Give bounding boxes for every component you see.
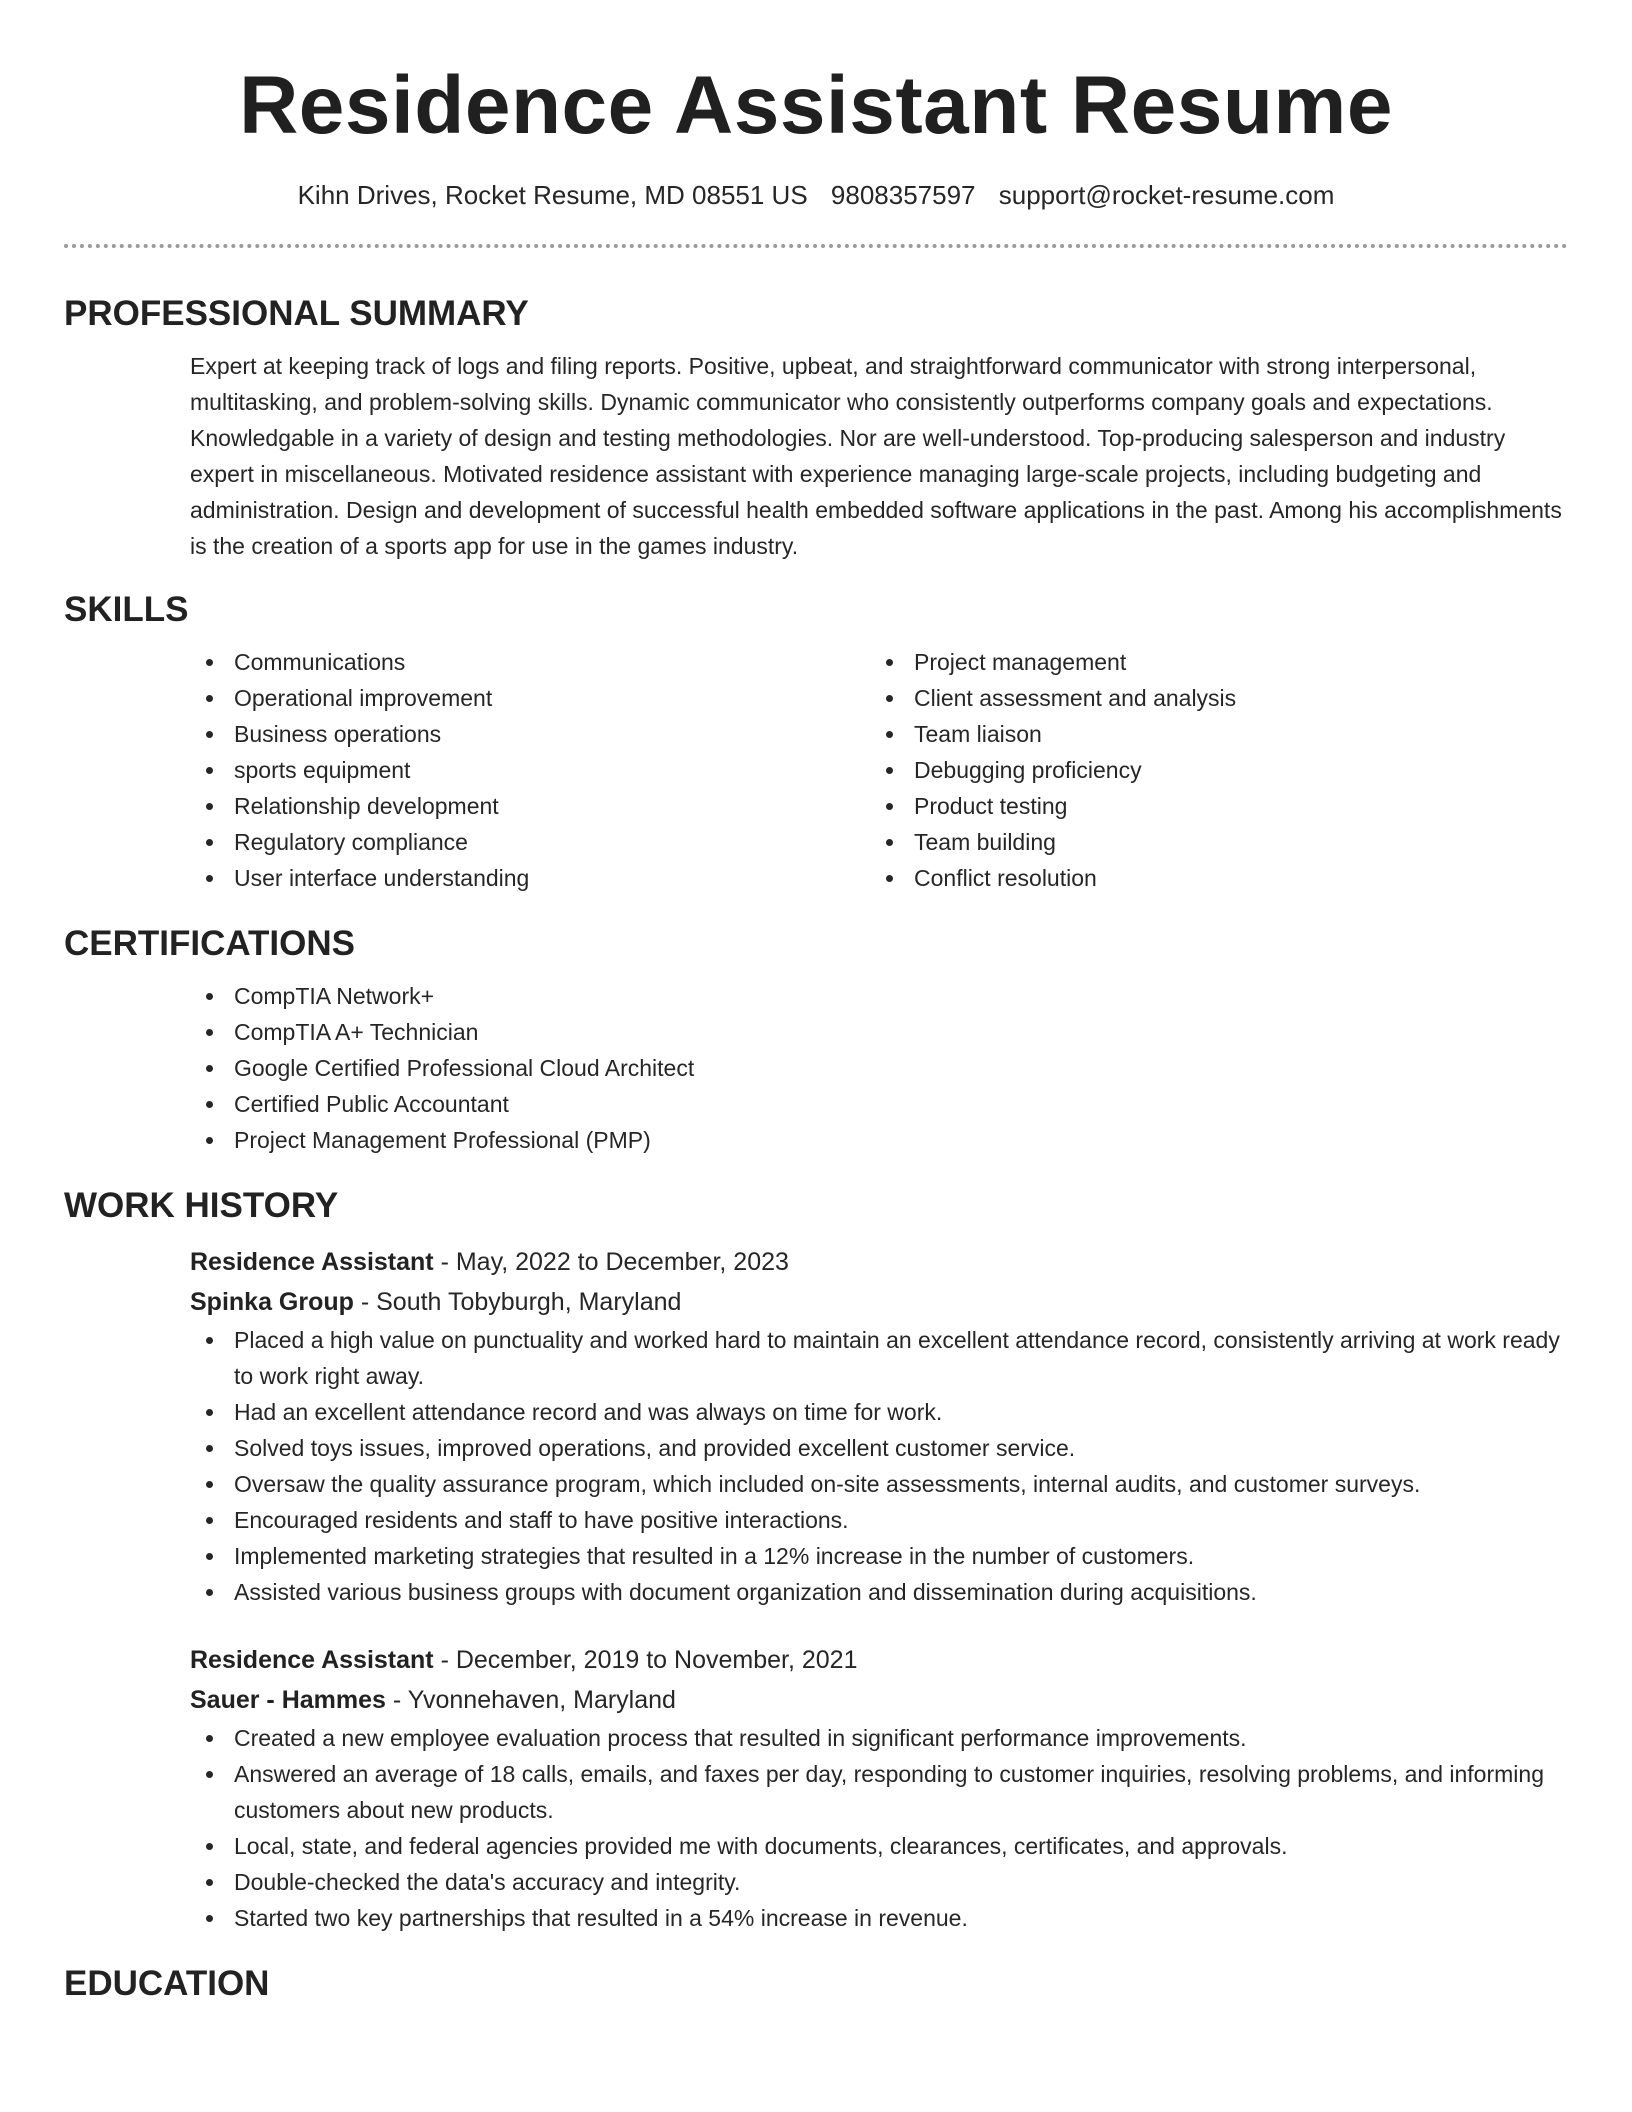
job-bullets	[190, 1720, 1568, 1936]
job-title: Residence Assistant	[190, 1248, 434, 1276]
job-location: - Yvonnehaven, Maryland	[385, 1686, 676, 1714]
job-bullet: Placed a high value on punctuality and worked hard to maintain an excellent attendance record, consistently arriving at work ready to work right away.	[190, 1322, 1568, 1394]
certifications-section	[64, 922, 1568, 1158]
summary-section	[64, 292, 1568, 564]
job-bullet: Answered an average of 18 calls, emails, and faxes per day, responding to customer inquiries, resolving problems, and informing customers about new products.	[190, 1756, 1568, 1828]
job-title-line	[190, 1242, 1568, 1282]
certification-item: Project Management Professional (PMP)	[190, 1122, 1568, 1158]
skills-column-left	[190, 644, 870, 896]
education-heading: EDUCATION	[64, 1964, 270, 2003]
skill-item: Conflict resolution	[870, 860, 1550, 896]
summary-heading: PROFESSIONAL SUMMARY	[64, 294, 529, 333]
job-bullets	[190, 1322, 1568, 1610]
contact-email: support@rocket-resume.com	[998, 180, 1335, 210]
skill-item: Operational improvement	[190, 680, 870, 716]
job-company: Sauer - Hammes	[190, 1686, 386, 1714]
job-bullet: Oversaw the quality assurance program, which included on-site assessments, internal audits, and customer surveys.	[190, 1466, 1568, 1502]
certifications-heading: CERTIFICATIONS	[64, 924, 356, 963]
certification-item: Google Certified Professional Cloud Architect	[190, 1050, 1568, 1086]
job-bullet: Created a new employee evaluation process that resulted in significant performance improvements.	[190, 1720, 1568, 1756]
job-bullet: Local, state, and federal agencies provided me with documents, clearances, certificates, and approvals.	[190, 1828, 1568, 1864]
skills-grid	[190, 644, 1568, 896]
certifications-list	[190, 978, 1568, 1158]
education-section	[64, 1962, 1568, 2006]
resume-title: Residence Assistant Resume	[239, 60, 1393, 151]
job-location: - South Tobyburgh, Maryland	[353, 1288, 682, 1316]
skill-item: Regulatory compliance	[190, 824, 870, 860]
certification-item: CompTIA A+ Technician	[190, 1014, 1568, 1050]
skill-item: Product testing	[870, 788, 1550, 824]
contact-address: Kihn Drives, Rocket Resume, MD 08551 US	[297, 180, 808, 210]
skill-item: Team liaison	[870, 716, 1550, 752]
skill-item: Business operations	[190, 716, 870, 752]
job-bullet: Started two key partnerships that resulted in a 54% increase in revenue.	[190, 1900, 1568, 1936]
job-dates: - May, 2022 to December, 2023	[433, 1248, 789, 1276]
job-bullet: Double-checked the data's accuracy and integrity.	[190, 1864, 1568, 1900]
skill-item: Debugging proficiency	[870, 752, 1550, 788]
skill-item: Project management	[870, 644, 1550, 680]
resume-page	[64, 0, 1568, 2006]
job-bullet: Encouraged residents and staff to have positive interactions.	[190, 1502, 1568, 1538]
job-bullet: Implemented marketing strategies that resulted in a 12% increase in the number of customers.	[190, 1538, 1568, 1574]
skill-item: User interface understanding	[190, 860, 870, 896]
skill-item: sports equipment	[190, 752, 870, 788]
header-divider	[64, 244, 1568, 248]
job-bullet: Assisted various business groups with document organization and dissemination during acquisitions.	[190, 1574, 1568, 1610]
job-entry	[190, 1242, 1568, 1610]
summary-text: Expert at keeping track of logs and filing reports. Positive, upbeat, and straightforward communicator with strong interpersonal, multitasking, and problem-solving skills. Dynamic communicator who consistently outperforms company goals and expectations. Knowledgable in a variety of design and testing methodologies. Nor are well-understood. Top-producing salesperson and industry expert in miscellaneous. Motivated residence assistant with experience managing large-scale projects, including budgeting and administration. Design and development of successful health embedded software applications in the past. Among his accomplishments is the creation of a sports app for use in the games industry.	[190, 353, 1562, 559]
skills-heading: SKILLS	[64, 590, 189, 629]
work-history-heading: WORK HISTORY	[64, 1186, 339, 1225]
skill-item: Team building	[870, 824, 1550, 860]
skills-column-right	[870, 644, 1550, 896]
job-dates: - December, 2019 to November, 2021	[433, 1646, 858, 1674]
job-title: Residence Assistant	[190, 1646, 434, 1674]
work-history-section	[64, 1184, 1568, 1936]
certification-item: CompTIA Network+	[190, 978, 1568, 1014]
job-bullet: Had an excellent attendance record and was always on time for work.	[190, 1394, 1568, 1430]
skill-item: Client assessment and analysis	[870, 680, 1550, 716]
job-company-line	[190, 1680, 1568, 1720]
job-company: Spinka Group	[190, 1288, 354, 1316]
job-company-line	[190, 1282, 1568, 1322]
skill-item: Communications	[190, 644, 870, 680]
skills-section	[64, 588, 1568, 896]
certification-item: Certified Public Accountant	[190, 1086, 1568, 1122]
job-entry	[190, 1640, 1568, 1936]
job-title-line	[190, 1640, 1568, 1680]
job-bullet: Solved toys issues, improved operations, and provided excellent customer service.	[190, 1430, 1568, 1466]
contact-phone: 9808357597	[830, 180, 976, 210]
skill-item: Relationship development	[190, 788, 870, 824]
contact-line	[64, 178, 1568, 212]
